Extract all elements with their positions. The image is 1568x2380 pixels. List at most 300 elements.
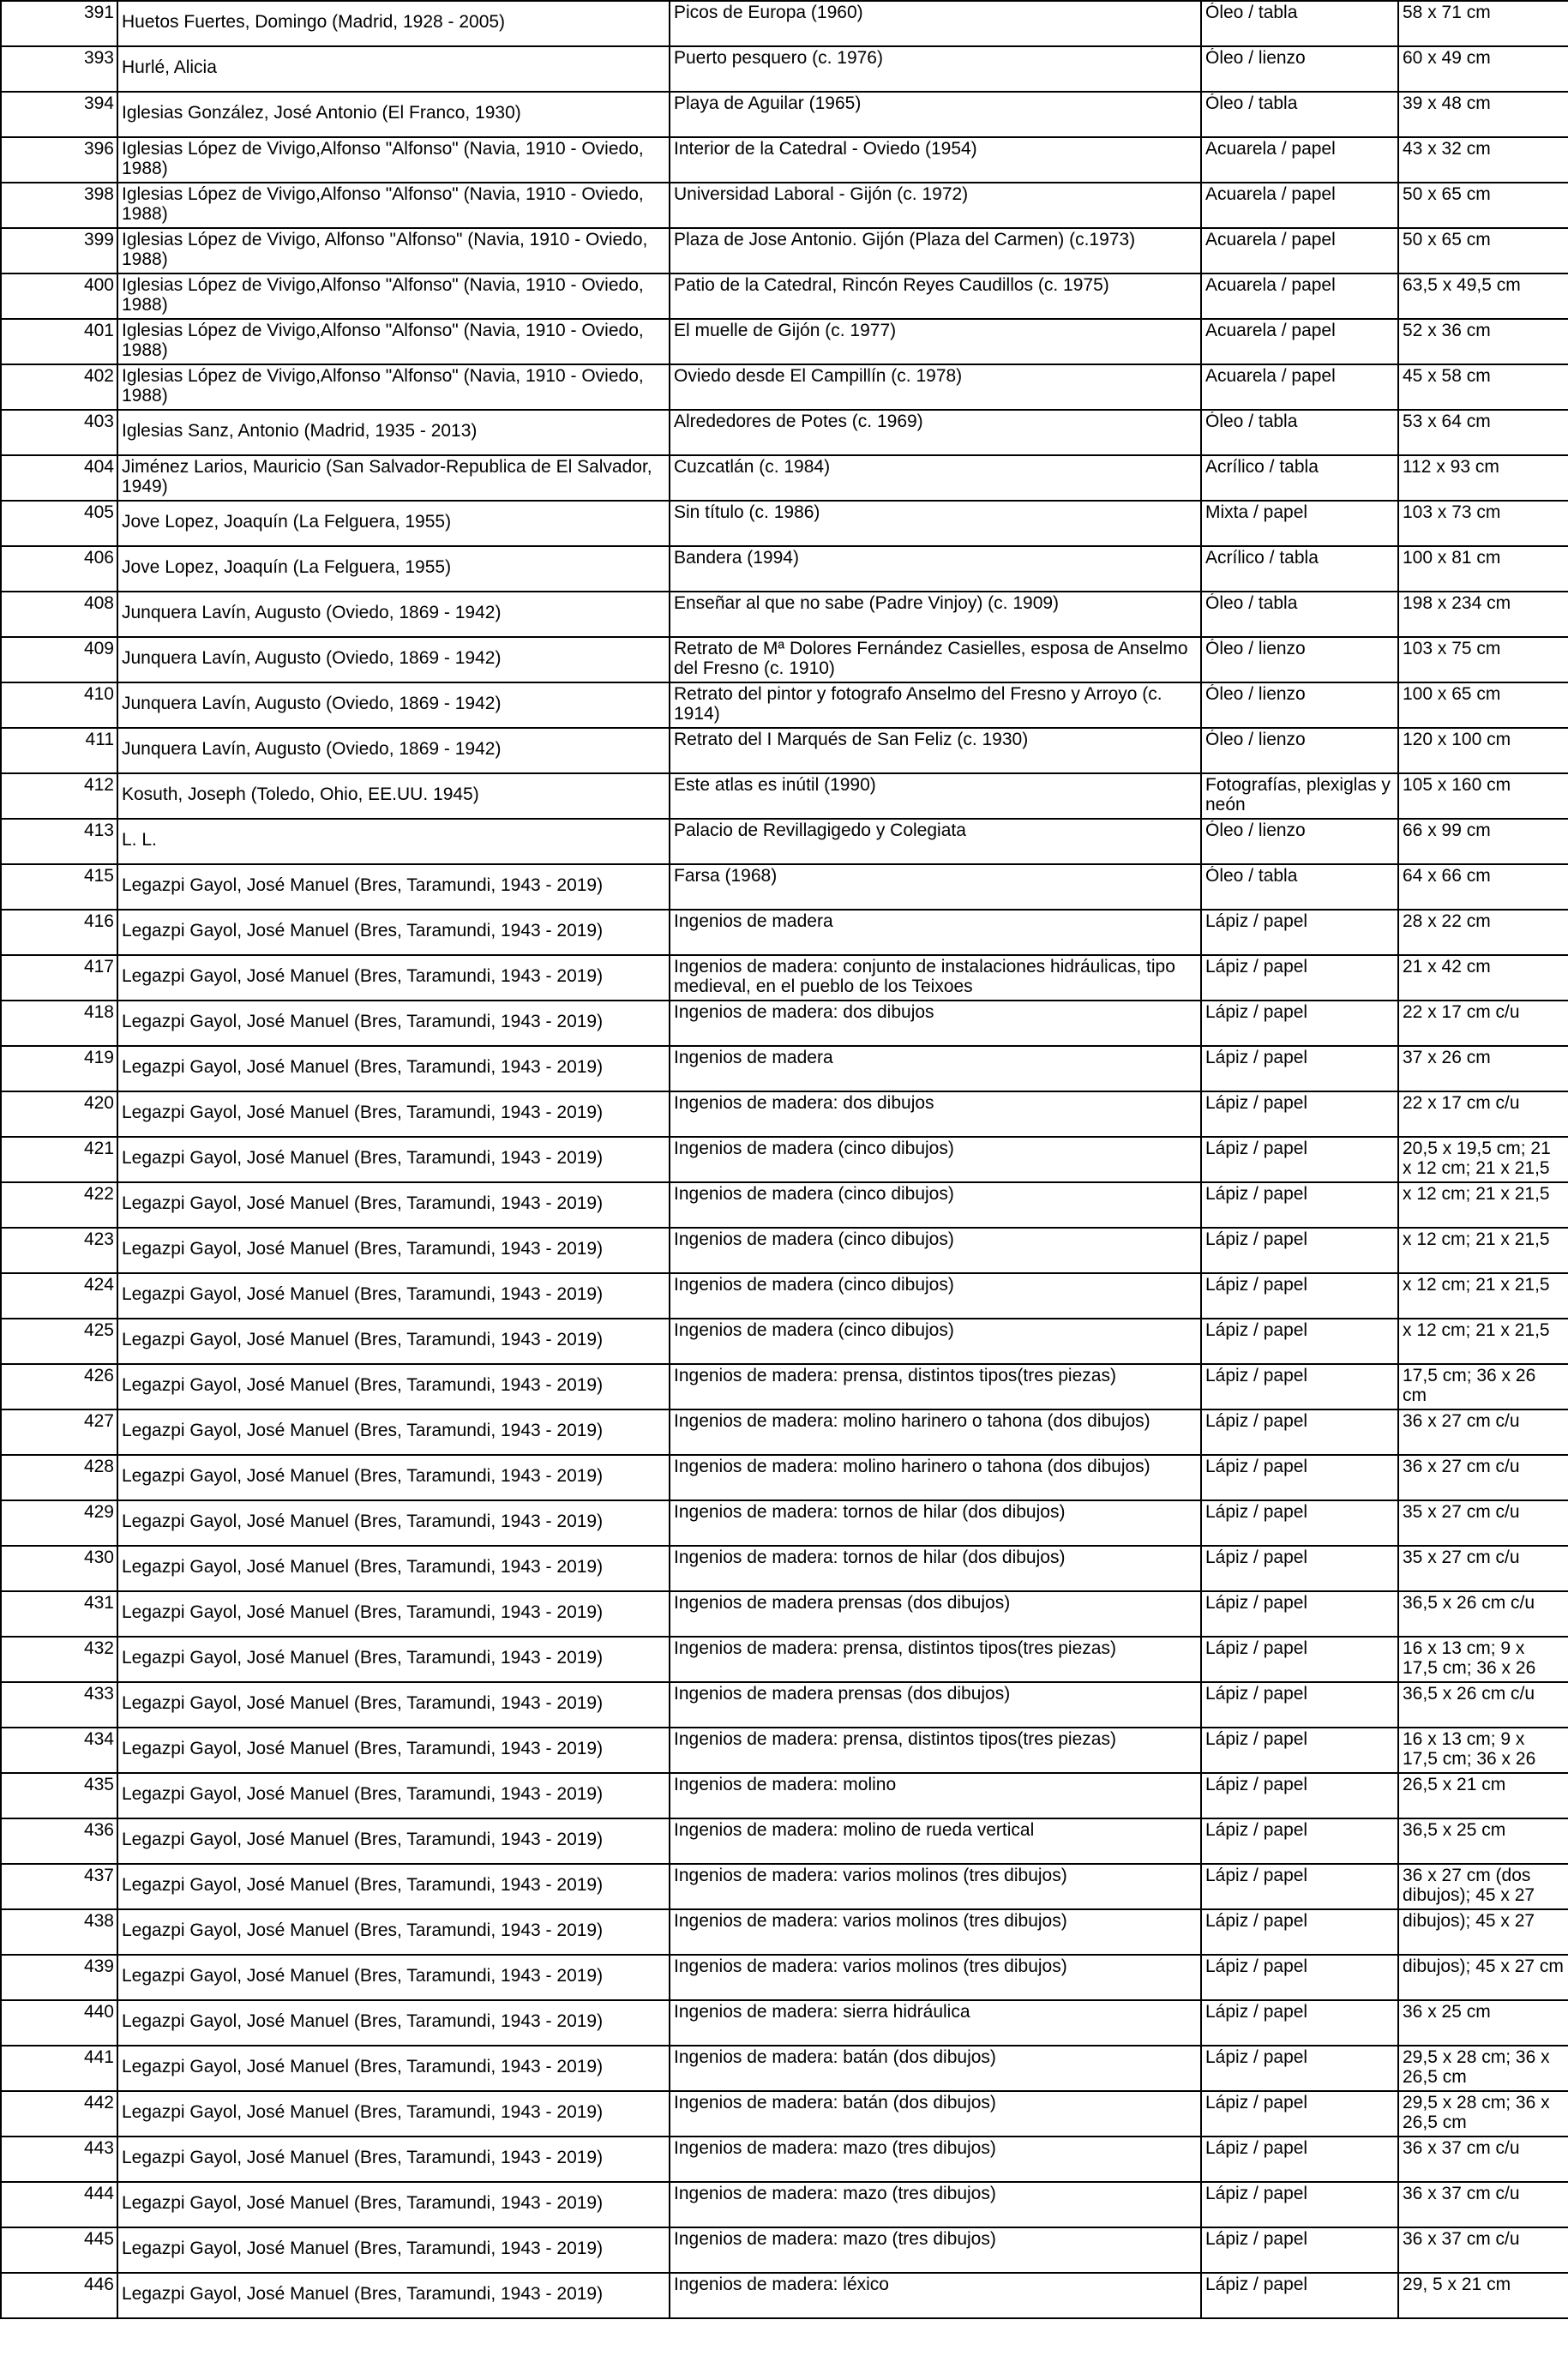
dimensions-text: 53 x 64 cm	[1403, 412, 1491, 431]
technique-text: Óleo / tabla	[1205, 412, 1298, 431]
technique-cell	[1201, 228, 1398, 273]
technique-text: Lápiz / papel	[1205, 1184, 1308, 1204]
technique-text: Lápiz / papel	[1205, 2002, 1308, 2022]
table-row	[1, 1, 1568, 46]
technique-cell	[1201, 1182, 1398, 1228]
technique-text: Mixta / papel	[1205, 502, 1308, 522]
artist-text: Legazpi Gayol, José Manuel (Bres, Taramundi, 1943 - 2019)	[122, 875, 604, 895]
catalog-number-cell	[1, 1818, 117, 1864]
catalog-number-cell	[1, 864, 117, 910]
technique-cell	[1201, 273, 1398, 319]
artist-cell	[117, 773, 670, 819]
title-text: Plaza de Jose Antonio. Gijón (Plaza del Carmen) (c.1973)	[674, 230, 1136, 249]
dimensions-cell	[1398, 137, 1568, 183]
dimensions-cell	[1398, 773, 1568, 819]
catalog-number-text: 439	[83, 1956, 114, 1976]
catalog-number-cell	[1, 1546, 117, 1591]
technique-text: Lápiz / papel	[1205, 1684, 1308, 1704]
catalog-number-cell	[1, 2091, 117, 2137]
artist-text: Legazpi Gayol, José Manuel (Bres, Taramundi, 1943 - 2019)	[122, 1512, 604, 1531]
title-text: Ingenios de madera: molino	[674, 1775, 897, 1794]
artist-cell	[117, 1319, 670, 1364]
title-cell	[670, 228, 1201, 273]
title-cell	[670, 682, 1201, 728]
catalog-number-cell	[1, 2137, 117, 2182]
title-text: Picos de Europa (1960)	[674, 3, 863, 22]
dimensions-text: 36 x 37 cm c/u	[1403, 2138, 1520, 2158]
technique-text: Lápiz / papel	[1205, 1593, 1308, 1613]
dimensions-cell	[1398, 864, 1568, 910]
dimensions-text: 100 x 81 cm	[1403, 548, 1501, 568]
catalog-number-text: 441	[83, 2047, 114, 2067]
title-cell	[670, 1046, 1201, 1091]
catalog-number-cell	[1, 682, 117, 728]
title-cell	[670, 637, 1201, 682]
catalog-number-cell	[1, 910, 117, 955]
artist-text: Junquera Lavín, Augusto (Oviedo, 1869 - 1942)	[122, 603, 502, 622]
artist-text: L. L.	[122, 830, 157, 850]
dimensions-cell	[1398, 2227, 1568, 2273]
catalog-number-text: 405	[83, 502, 114, 522]
title-text: Ingenios de madera: mazo (tres dibujos)	[674, 2138, 996, 2158]
dimensions-cell	[1398, 1273, 1568, 1319]
technique-text: Lápiz / papel	[1205, 1366, 1308, 1385]
technique-text: Acrílico / tabla	[1205, 548, 1319, 568]
technique-cell	[1201, 1818, 1398, 1864]
technique-text: Lápiz / papel	[1205, 1048, 1308, 1067]
catalog-number-cell	[1, 728, 117, 773]
artist-text: Legazpi Gayol, José Manuel (Bres, Taramundi, 1943 - 2019)	[122, 1466, 604, 1486]
dimensions-cell	[1398, 1001, 1568, 1046]
catalog-number-text: 418	[83, 1002, 114, 1022]
technique-text: Óleo / lienzo	[1205, 684, 1306, 704]
catalog-number-cell	[1, 501, 117, 546]
catalog-number-cell	[1, 92, 117, 137]
title-cell	[670, 1773, 1201, 1818]
dimensions-cell	[1398, 1364, 1568, 1409]
artist-cell	[117, 1773, 670, 1818]
catalog-number-text: 410	[83, 684, 114, 704]
table-row	[1, 637, 1568, 682]
technique-text: Lápiz / papel	[1205, 957, 1308, 977]
artist-text: Legazpi Gayol, José Manuel (Bres, Taramundi, 1943 - 2019)	[122, 2193, 604, 2213]
dimensions-text: 45 x 58 cm	[1403, 366, 1491, 386]
artist-cell	[117, 228, 670, 273]
artist-cell	[117, 183, 670, 228]
catalog-number-cell	[1, 183, 117, 228]
dimensions-text: 35 x 27 cm c/u	[1403, 1548, 1520, 1567]
dimensions-text: 36 x 25 cm	[1403, 2002, 1491, 2022]
table-row	[1, 501, 1568, 546]
technique-cell	[1201, 819, 1398, 864]
dimensions-cell	[1398, 592, 1568, 637]
title-cell	[670, 364, 1201, 410]
table-row	[1, 2273, 1568, 2318]
title-text: Oviedo desde El Campillín (c. 1978)	[674, 366, 963, 386]
table-row	[1, 728, 1568, 773]
technique-text: Lápiz / papel	[1205, 1820, 1308, 1840]
technique-text: Óleo / tabla	[1205, 866, 1298, 886]
catalog-number-cell	[1, 364, 117, 410]
table-row	[1, 1137, 1568, 1182]
catalog-number-text: 404	[83, 457, 114, 477]
title-text: Ingenios de madera: mazo (tres dibujos)	[674, 2229, 996, 2249]
title-text: Playa de Aguilar (1965)	[674, 93, 862, 113]
technique-cell	[1201, 1228, 1398, 1273]
artist-text: Legazpi Gayol, José Manuel (Bres, Taramundi, 1943 - 2019)	[122, 1330, 604, 1349]
technique-cell	[1201, 1728, 1398, 1773]
catalog-number-text: 406	[83, 548, 114, 568]
artist-cell	[117, 546, 670, 592]
technique-text: Acuarela / papel	[1205, 230, 1336, 249]
catalog-number-text: 434	[83, 1729, 114, 1749]
dimensions-text: 17,5 cm; 36 x 26 cm	[1403, 1366, 1536, 1405]
table-row	[1, 1818, 1568, 1864]
title-cell	[670, 1273, 1201, 1319]
title-text: Enseñar al que no sabe (Padre Vinjoy) (c. 1909)	[674, 593, 1060, 613]
catalog-number-cell	[1, 455, 117, 501]
dimensions-text: 22 x 17 cm c/u	[1403, 1093, 1520, 1113]
artist-text: Legazpi Gayol, José Manuel (Bres, Taramundi, 1943 - 2019)	[122, 2284, 604, 2304]
technique-text: Lápiz / papel	[1205, 1502, 1308, 1522]
title-text: Ingenios de madera: tornos de hilar (dos dibujos)	[674, 1502, 1066, 1522]
dimensions-text: 36 x 37 cm c/u	[1403, 2229, 1520, 2249]
dimensions-cell	[1398, 1591, 1568, 1637]
dimensions-cell	[1398, 1409, 1568, 1455]
title-cell	[670, 955, 1201, 1001]
title-cell	[670, 410, 1201, 455]
dimensions-text: 120 x 100 cm	[1403, 730, 1511, 749]
title-cell	[670, 910, 1201, 955]
table-row	[1, 1319, 1568, 1364]
dimensions-text: dibujos); 45 x 27	[1403, 1911, 1535, 1931]
technique-text: Lápiz / papel	[1205, 1638, 1308, 1658]
technique-text: Lápiz / papel	[1205, 1139, 1308, 1158]
technique-cell	[1201, 92, 1398, 137]
table-row	[1, 1591, 1568, 1637]
artist-cell	[117, 1500, 670, 1546]
table-row	[1, 273, 1568, 319]
catalog-number-cell	[1, 1046, 117, 1091]
artist-cell	[117, 1955, 670, 2000]
catalog-number-text: 428	[83, 1457, 114, 1476]
title-cell	[670, 864, 1201, 910]
dimensions-cell	[1398, 410, 1568, 455]
artist-text: Legazpi Gayol, José Manuel (Bres, Taramundi, 1943 - 2019)	[122, 1557, 604, 1577]
technique-cell	[1201, 319, 1398, 364]
catalog-number-text: 424	[83, 1275, 114, 1295]
artist-text: Iglesias López de Vivigo,Alfonso "Alfonso" (Navia, 1910 - Oviedo, 1988)	[122, 139, 644, 178]
catalog-number-text: 402	[83, 366, 114, 386]
dimensions-cell	[1398, 1546, 1568, 1591]
table-row	[1, 2091, 1568, 2137]
artist-cell	[117, 1591, 670, 1637]
table-row	[1, 92, 1568, 137]
technique-cell	[1201, 728, 1398, 773]
technique-text: Acuarela / papel	[1205, 275, 1336, 295]
technique-text: Lápiz / papel	[1205, 2093, 1308, 2113]
title-text: Ingenios de madera (cinco dibujos)	[674, 1275, 954, 1295]
artist-text: Kosuth, Joseph (Toledo, Ohio, EE.UU. 1945)	[122, 784, 479, 804]
artist-cell	[117, 864, 670, 910]
table-row	[1, 682, 1568, 728]
catalog-number-cell	[1, 1591, 117, 1637]
technique-text: Óleo / lienzo	[1205, 730, 1306, 749]
dimensions-cell	[1398, 228, 1568, 273]
catalog-number-cell	[1, 1409, 117, 1455]
catalog-number-text: 411	[85, 730, 114, 749]
catalog-number-text: 429	[83, 1502, 114, 1522]
artist-cell	[117, 682, 670, 728]
technique-text: Acuarela / papel	[1205, 184, 1336, 204]
artist-text: Legazpi Gayol, José Manuel (Bres, Taramundi, 1943 - 2019)	[122, 1693, 604, 1713]
catalog-number-text: 421	[83, 1139, 114, 1158]
title-text: Este atlas es inútil (1990)	[674, 775, 876, 795]
technique-cell	[1201, 1591, 1398, 1637]
dimensions-text: 16 x 13 cm; 9 x 17,5 cm; 36 x 26	[1403, 1638, 1536, 1678]
title-text: Ingenios de madera: batán (dos dibujos)	[674, 2093, 996, 2113]
dimensions-text: x 12 cm; 21 x 21,5	[1403, 1229, 1550, 1249]
catalog-number-text: 391	[83, 3, 114, 22]
artist-cell	[117, 1137, 670, 1182]
artist-text: Legazpi Gayol, José Manuel (Bres, Taramundi, 1943 - 2019)	[122, 1920, 604, 1940]
table-row	[1, 1909, 1568, 1955]
title-cell	[670, 183, 1201, 228]
artist-text: Iglesias López de Vivigo,Alfonso "Alfonso" (Navia, 1910 - Oviedo, 1988)	[122, 275, 644, 315]
artist-cell	[117, 728, 670, 773]
dimensions-text: 36 x 37 cm c/u	[1403, 2184, 1520, 2203]
artist-text: Legazpi Gayol, José Manuel (Bres, Taramundi, 1943 - 2019)	[122, 1602, 604, 1622]
title-text: Puerto pesquero (c. 1976)	[674, 48, 883, 68]
table-row	[1, 46, 1568, 92]
dimensions-text: 50 x 65 cm	[1403, 230, 1491, 249]
catalog-number-cell	[1, 637, 117, 682]
dimensions-cell	[1398, 1455, 1568, 1500]
title-text: Retrato del pintor y fotografo Anselmo del Fresno y Arroyo (c. 1914)	[674, 684, 1162, 724]
artist-cell	[117, 1001, 670, 1046]
dimensions-cell	[1398, 1909, 1568, 1955]
dimensions-text: 112 x 93 cm	[1403, 457, 1499, 477]
title-cell	[670, 546, 1201, 592]
technique-text: Lápiz / papel	[1205, 1866, 1308, 1885]
catalog-number-cell	[1, 319, 117, 364]
title-text: Patio de la Catedral, Rincón Reyes Caudillos (c. 1975)	[674, 275, 1109, 295]
technique-text: Fotografías, plexiglas y neón	[1205, 775, 1391, 814]
dimensions-text: dibujos); 45 x 27 cm	[1403, 1956, 1564, 1976]
dimensions-cell	[1398, 183, 1568, 228]
title-cell	[670, 2046, 1201, 2091]
catalog-number-text: 436	[83, 1820, 114, 1840]
dimensions-cell	[1398, 501, 1568, 546]
artist-text: Legazpi Gayol, José Manuel (Bres, Taramundi, 1943 - 2019)	[122, 2102, 604, 2122]
catalog-number-text: 398	[83, 184, 114, 204]
dimensions-text: 29,5 x 28 cm; 36 x 26,5 cm	[1403, 2093, 1550, 2132]
title-text: Retrato del I Marqués de San Feliz (c. 1930)	[674, 730, 1029, 749]
technique-cell	[1201, 1500, 1398, 1546]
title-text: Ingenios de madera: varios molinos (tres dibujos)	[674, 1866, 1067, 1885]
title-text: Ingenios de madera: varios molinos (tres dibujos)	[674, 1956, 1067, 1976]
catalog-number-cell	[1, 1637, 117, 1682]
technique-text: Lápiz / papel	[1205, 2275, 1308, 2294]
title-cell	[670, 2273, 1201, 2318]
artist-text: Iglesias López de Vivigo,Alfonso "Alfonso" (Navia, 1910 - Oviedo, 1988)	[122, 184, 644, 224]
technique-text: Lápiz / papel	[1205, 1093, 1308, 1113]
dimensions-cell	[1398, 2137, 1568, 2182]
technique-cell	[1201, 455, 1398, 501]
technique-cell	[1201, 637, 1398, 682]
catalog-number-cell	[1, 2227, 117, 2273]
table-row	[1, 546, 1568, 592]
catalog-number-text: 433	[83, 1684, 114, 1704]
catalog-number-text: 415	[83, 866, 114, 886]
title-cell	[670, 1319, 1201, 1364]
dimensions-cell	[1398, 46, 1568, 92]
technique-cell	[1201, 1001, 1398, 1046]
technique-text: Acuarela / papel	[1205, 321, 1336, 340]
catalog-number-cell	[1, 1137, 117, 1182]
technique-cell	[1201, 1, 1398, 46]
artist-cell	[117, 2046, 670, 2091]
dimensions-text: 29, 5 x 21 cm	[1403, 2275, 1511, 2294]
dimensions-text: 36,5 x 26 cm c/u	[1403, 1593, 1535, 1613]
dimensions-text: 29,5 x 28 cm; 36 x 26,5 cm	[1403, 2047, 1550, 2087]
artist-cell	[117, 1273, 670, 1319]
title-text: Universidad Laboral - Gijón (c. 1972)	[674, 184, 969, 204]
table-row	[1, 137, 1568, 183]
technique-text: Lápiz / papel	[1205, 1775, 1308, 1794]
artist-cell	[117, 2182, 670, 2227]
catalog-number-text: 400	[83, 275, 114, 295]
dimensions-cell	[1398, 1, 1568, 46]
title-cell	[670, 1955, 1201, 2000]
artist-text: Junquera Lavín, Augusto (Oviedo, 1869 - 1942)	[122, 739, 502, 759]
table-row	[1, 819, 1568, 864]
title-cell	[670, 2091, 1201, 2137]
dimensions-text: 16 x 13 cm; 9 x 17,5 cm; 36 x 26	[1403, 1729, 1536, 1769]
dimensions-cell	[1398, 2273, 1568, 2318]
dimensions-cell	[1398, 1728, 1568, 1773]
dimensions-cell	[1398, 819, 1568, 864]
dimensions-cell	[1398, 319, 1568, 364]
title-text: Ingenios de madera: molino harinero o tahona (dos dibujos)	[674, 1457, 1150, 1476]
artist-text: Jove Lopez, Joaquín (La Felguera, 1955)	[122, 557, 452, 577]
technique-text: Lápiz / papel	[1205, 1411, 1308, 1431]
table-row	[1, 319, 1568, 364]
artist-text: Legazpi Gayol, José Manuel (Bres, Taramundi, 1943 - 2019)	[122, 1875, 604, 1895]
dimensions-text: 50 x 65 cm	[1403, 184, 1491, 204]
dimensions-text: 21 x 42 cm	[1403, 957, 1491, 977]
artist-cell	[117, 1228, 670, 1273]
artist-cell	[117, 137, 670, 183]
title-cell	[670, 1818, 1201, 1864]
artist-cell	[117, 1046, 670, 1091]
title-text: Ingenios de madera (cinco dibujos)	[674, 1139, 954, 1158]
table-row	[1, 183, 1568, 228]
artist-text: Legazpi Gayol, José Manuel (Bres, Taramundi, 1943 - 2019)	[122, 921, 604, 941]
title-text: Ingenios de madera: varios molinos (tres dibujos)	[674, 1911, 1067, 1931]
title-cell	[670, 1001, 1201, 1046]
dimensions-cell	[1398, 455, 1568, 501]
dimensions-cell	[1398, 682, 1568, 728]
title-text: Interior de la Catedral - Oviedo (1954)	[674, 139, 977, 159]
title-text: Sin título (c. 1986)	[674, 502, 820, 522]
dimensions-text: 103 x 75 cm	[1403, 639, 1501, 658]
title-cell	[670, 137, 1201, 183]
table-row	[1, 1682, 1568, 1728]
title-cell	[670, 1228, 1201, 1273]
dimensions-text: 28 x 22 cm	[1403, 911, 1491, 931]
artist-cell	[117, 273, 670, 319]
artist-text: Legazpi Gayol, José Manuel (Bres, Taramundi, 1943 - 2019)	[122, 1148, 604, 1168]
table-row	[1, 2137, 1568, 2182]
catalog-number-text: 445	[83, 2229, 114, 2249]
technique-cell	[1201, 1864, 1398, 1909]
title-text: Palacio de Revillagigedo y Colegiata	[674, 820, 966, 840]
catalog-number-cell	[1, 819, 117, 864]
dimensions-cell	[1398, 2182, 1568, 2227]
dimensions-text: 20,5 x 19,5 cm; 21 x 12 cm; 21 x 21,5	[1403, 1139, 1551, 1178]
dimensions-text: 26,5 x 21 cm	[1403, 1775, 1506, 1794]
table-row	[1, 410, 1568, 455]
technique-cell	[1201, 1409, 1398, 1455]
technique-text: Lápiz / papel	[1205, 2229, 1308, 2249]
dimensions-cell	[1398, 1637, 1568, 1682]
technique-text: Óleo / tabla	[1205, 593, 1298, 613]
dimensions-cell	[1398, 1319, 1568, 1364]
technique-text: Óleo / tabla	[1205, 93, 1298, 113]
technique-text: Lápiz / papel	[1205, 1457, 1308, 1476]
artist-cell	[117, 910, 670, 955]
artist-text: Legazpi Gayol, José Manuel (Bres, Taramundi, 1943 - 2019)	[122, 1830, 604, 1849]
artist-text: Iglesias López de Vivigo, Alfonso "Alfonso" (Navia, 1910 - Oviedo, 1988)	[122, 230, 648, 269]
catalog-number-text: 412	[83, 775, 114, 795]
technique-text: Lápiz / papel	[1205, 1275, 1308, 1295]
title-cell	[670, 1137, 1201, 1182]
catalog-number-cell	[1, 773, 117, 819]
technique-cell	[1201, 183, 1398, 228]
technique-cell	[1201, 1909, 1398, 1955]
catalog-number-text: 409	[83, 639, 114, 658]
technique-text: Óleo / lienzo	[1205, 820, 1306, 840]
catalog-number-cell	[1, 1001, 117, 1046]
table-row	[1, 1637, 1568, 1682]
dimensions-cell	[1398, 1682, 1568, 1728]
dimensions-cell	[1398, 1091, 1568, 1137]
artist-text: Jiménez Larios, Mauricio (San Salvador-Republica de El Salvador, 1949)	[122, 457, 652, 496]
title-text: Ingenios de madera: mazo (tres dibujos)	[674, 2184, 996, 2203]
dimensions-cell	[1398, 1046, 1568, 1091]
technique-text: Lápiz / papel	[1205, 2184, 1308, 2203]
title-text: Bandera (1994)	[674, 548, 799, 568]
artist-cell	[117, 2137, 670, 2182]
artist-text: Jove Lopez, Joaquín (La Felguera, 1955)	[122, 512, 452, 532]
dimensions-cell	[1398, 92, 1568, 137]
artist-cell	[117, 1864, 670, 1909]
dimensions-cell	[1398, 1228, 1568, 1273]
artist-text: Iglesias González, José Antonio (El Franco, 1930)	[122, 103, 521, 123]
technique-cell	[1201, 2091, 1398, 2137]
catalog-number-cell	[1, 1864, 117, 1909]
dimensions-cell	[1398, 2046, 1568, 2091]
technique-text: Lápiz / papel	[1205, 1229, 1308, 1249]
technique-cell	[1201, 1637, 1398, 1682]
table-row	[1, 2046, 1568, 2091]
catalog-number-cell	[1, 1319, 117, 1364]
technique-text: Óleo / tabla	[1205, 3, 1298, 22]
catalog-number-cell	[1, 1455, 117, 1500]
artist-cell	[117, 1409, 670, 1455]
table-row	[1, 1273, 1568, 1319]
